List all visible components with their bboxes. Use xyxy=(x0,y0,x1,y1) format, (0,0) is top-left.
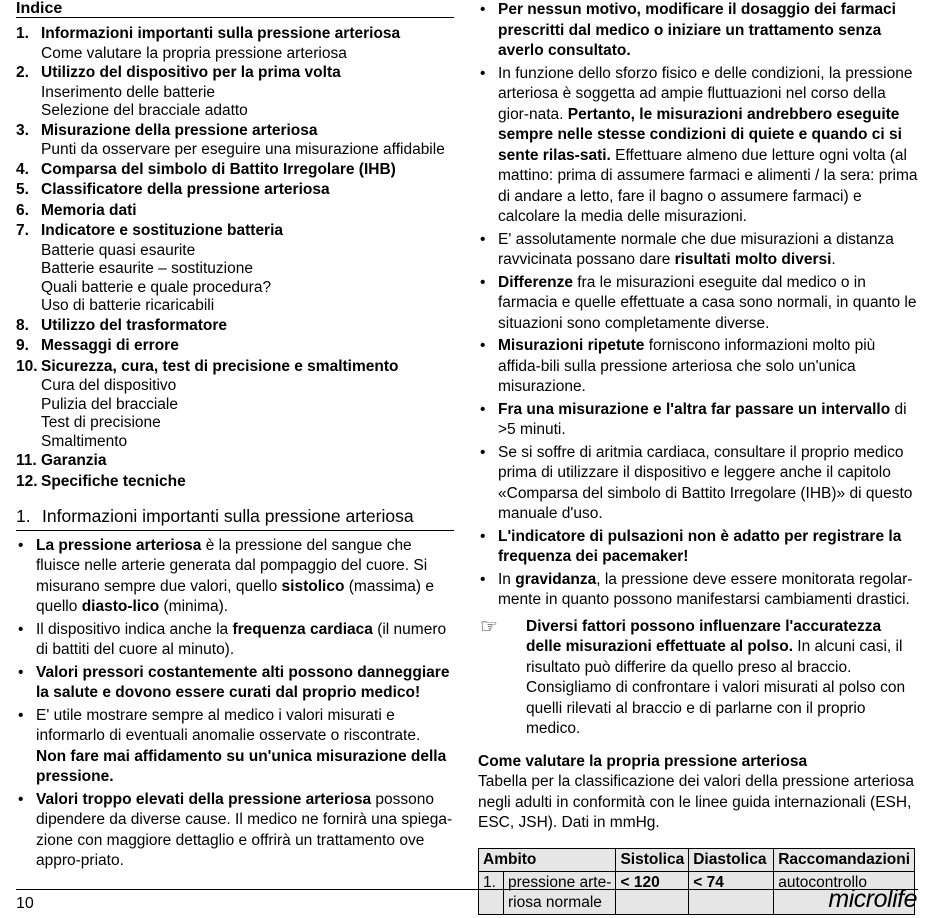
list-item xyxy=(478,230,918,271)
toc-entry-number: 6. xyxy=(16,201,29,219)
text-run: Effettuare almeno due letture ogni volta (al mattino: prima di assumere farmaci e alimenti / la sera: prima di andare a letto, fare il bagno o assumere farmaci) e calcolare la media delle misurazioni. xyxy=(498,146,918,225)
toc-entry-title: Misurazione della pressione arteriosa xyxy=(41,121,318,139)
section-title: Informazioni importanti sulla pressione arteriosa xyxy=(42,506,414,526)
cell-ambito: pressione arte-riosa normale xyxy=(504,871,616,914)
bold-text: L'indicatore di pulsazioni non è adatto per registrare la frequenza dei pacemaker! xyxy=(498,527,902,565)
bold-text: risultati molto diversi xyxy=(674,251,832,268)
toc-entry-number: 12. xyxy=(16,472,38,490)
list-item xyxy=(478,570,918,611)
toc-subentry: Batterie quasi esaurite xyxy=(41,241,196,259)
bold-text: Pertanto, le misurazioni andrebbero eseguite sempre nelle stesse condizioni di quiete e quando ci si sente rilas-sati. xyxy=(498,105,902,164)
bold-text: Misurazioni ripetute xyxy=(498,337,645,354)
toc-entry-title: Indicatore e sostituzione batteria xyxy=(41,222,284,239)
list-item xyxy=(478,443,918,525)
cell-sistolica: < 120 xyxy=(616,871,689,914)
subsection-text: Tabella per la classificazione dei valori della pressione arteriosa negli adulti in conformità con le linee guida internazionali (ESH, ESC, JSH). Dati in mmHg. xyxy=(478,773,914,831)
bold-text: Diversi fattori possono influenzare l'accuratezza delle misurazioni effettuate al polso. xyxy=(526,617,882,655)
cell-raccomandazioni: autocontrollo xyxy=(774,871,915,914)
subsection-title: Come valutare la propria pressione arteriosa xyxy=(478,752,808,770)
row-number: 1. xyxy=(479,871,504,914)
toc-entry-title: Comparsa del simbolo di Battito Irregolare (IHB) xyxy=(41,160,396,178)
toc-entry-title: Messaggi di errore xyxy=(41,337,179,354)
header-raccomandazioni: Raccomandazioni xyxy=(774,848,915,871)
footer-rule xyxy=(16,889,918,890)
toc-entry-title: Utilizzo del trasformatore xyxy=(41,316,228,334)
text-run: Se si soffre di aritmia cardiaca, consultare il proprio medico prima di utilizzare il dispositivo e leggere anche il capitolo «Comparsa del simbolo di Battito Irregolare (IHB)» di questo manuale d'uso. xyxy=(498,443,913,522)
text-run: possono dipendere da diverse cause. Il medico ne fornirà una spiega-zione con maggiore dettaglio e offrirà un trattamento ove appro-priato. xyxy=(36,790,453,869)
toc-entry-number: 10. xyxy=(16,357,38,375)
note-block xyxy=(478,617,918,740)
table-of-contents xyxy=(16,24,454,492)
text-run: E' assolutamente normale che due misurazioni a distanza ravvicinata possano dare xyxy=(498,230,894,268)
toc-entry-title: Sicurezza, cura, test di precisione e smaltimento xyxy=(41,357,399,375)
list-item xyxy=(478,336,918,398)
toc-entry xyxy=(16,357,454,378)
text-run: (massima) e quello xyxy=(36,577,435,615)
page-number: 10 xyxy=(16,895,34,912)
toc-subentry: Smaltimento xyxy=(41,432,128,450)
text-run: E' utile mostrare sempre al medico i valori misurati e informarlo di eventuali anomalie osservate o riscontrate. xyxy=(36,706,421,744)
toc-subentry: Selezione del bracciale adatto xyxy=(41,102,248,119)
toc-entry xyxy=(16,472,454,493)
toc-subentry: Test di precisione xyxy=(41,414,161,431)
toc-entry-title: Utilizzo del dispositivo per la prima volta xyxy=(41,64,341,81)
bold-text: Non fare mai affidamento su un'unica misurazione della pressione. xyxy=(36,747,447,785)
toc-entry xyxy=(16,201,454,222)
section-number: 1. xyxy=(16,506,31,526)
bold-text: Valori pressori costantemente alti possono danneggiare la salute e dovono essere curati dal proprio medico! xyxy=(36,663,450,701)
bold-text: frequenza cardiaca xyxy=(232,620,373,638)
toc-entry xyxy=(16,160,454,181)
toc-entry xyxy=(16,221,454,242)
list-item xyxy=(16,790,454,872)
toc-subentry: Uso di batterie ricaricabili xyxy=(41,297,215,314)
bold-text: sistolico xyxy=(281,577,345,595)
toc-entry-number: 8. xyxy=(16,316,29,334)
text-run: In funzione dello sforzo fisico e delle condizioni, la pressione arteriosa è soggetta ad ampie fluttuazioni nel corso della gior-nata. xyxy=(498,64,913,123)
list-item xyxy=(478,527,918,568)
toc-entry-number: 5. xyxy=(16,181,29,198)
list-item xyxy=(16,663,454,704)
toc-entry-number: 9. xyxy=(16,337,29,354)
toc-subentry: Batterie esaurite – sostituzione xyxy=(41,260,253,277)
bold-text: Differenze xyxy=(498,273,573,291)
text-run: (minima). xyxy=(159,598,229,615)
bold-text: La pressione arteriosa xyxy=(36,536,202,554)
text-run: (il numero di battiti del cuore al minuto). xyxy=(36,620,447,658)
bullet-list-right xyxy=(478,0,918,611)
bold-text: gravidanza xyxy=(515,570,597,588)
toc-entry-number: 1. xyxy=(16,25,29,42)
toc-entry-number: 2. xyxy=(16,64,29,81)
list-item xyxy=(478,273,918,335)
list-item xyxy=(478,64,918,228)
toc-subentry: Inserimento delle batterie xyxy=(41,83,216,101)
right-column xyxy=(478,0,918,915)
text-run: . xyxy=(831,251,836,268)
brand-logo: microlife xyxy=(828,885,917,913)
text-run: è la pressione del sangue che fluisce nelle arterie generata dal pompaggio del cuore. Si misurano sempre due valori, quello xyxy=(36,536,428,595)
toc-entry xyxy=(16,336,454,357)
list-item xyxy=(16,620,454,661)
toc-entry-number: 7. xyxy=(16,222,29,239)
toc-entry xyxy=(16,24,454,45)
text-run: forniscono informazioni molto più affida-bili sulla pressione arteriosa che solo un'unica misurazione. xyxy=(498,337,876,395)
note-text xyxy=(526,617,918,740)
toc-entry xyxy=(16,180,454,201)
toc-entry-number: 4. xyxy=(16,160,29,178)
toc-title: Indice xyxy=(16,0,454,18)
toc-subentry: Quali batterie e quale procedura? xyxy=(41,278,272,296)
section-1-heading xyxy=(16,506,454,531)
text-run: , la pressione deve essere monitorata regolar-mente in quanto possono manifestarsi cambiamenti drastici. xyxy=(498,570,913,608)
toc-entry xyxy=(16,316,454,337)
text-run: fra le misurazioni eseguite dal medico o in farmacia e quelle effettuate a casa sono normali, in quanto le situazioni sono completamente diverse. xyxy=(498,273,917,332)
toc-subentry: Pulizia del bracciale xyxy=(41,395,178,413)
toc-entry xyxy=(16,451,454,472)
toc-entry-title: Informazioni importanti sulla pressione arteriosa xyxy=(41,25,401,42)
bold-text: Valori troppo elevati della pressione arteriosa xyxy=(36,790,372,808)
toc-entry-title: Specifiche tecniche xyxy=(41,472,186,490)
toc-entry-title: Classificatore della pressione arteriosa xyxy=(41,181,330,198)
toc-entry-number: 3. xyxy=(16,121,29,139)
toc-subentry: Come valutare la propria pressione arteriosa xyxy=(41,44,347,62)
header-ambito: Ambito xyxy=(479,848,616,871)
toc-entry xyxy=(16,63,454,84)
table-header-row xyxy=(479,848,915,871)
text-run: Il dispositivo indica anche la xyxy=(36,620,233,638)
text-run: In xyxy=(498,570,516,588)
toc-subentry: Cura del dispositivo xyxy=(41,377,177,394)
bold-text: Per nessun motivo, modificare il dosaggio dei farmaci prescritti dal medico o iniziare un trattamento senza averlo consultato. xyxy=(498,1,896,59)
list-item xyxy=(16,536,454,618)
list-item xyxy=(16,706,454,788)
header-sistolica: Sistolica xyxy=(616,848,689,871)
text-run: In alcuni casi, il risultato può differire da quello preso al braccio. Consigliamo di confrontare i valori misurati al polso con quelli rilevati al braccio e di parlarne con il proprio medico. xyxy=(526,638,906,737)
left-column xyxy=(16,0,454,874)
header-diastolica: Diastolica xyxy=(689,848,774,871)
toc-entry xyxy=(16,121,454,142)
pointing-hand-icon: ☞ xyxy=(480,615,498,638)
bold-text: diasto-lico xyxy=(81,598,160,615)
toc-entry-number: 11. xyxy=(16,452,37,469)
toc-entry-title: Garanzia xyxy=(41,452,107,469)
list-item xyxy=(478,400,918,441)
bold-text: Fra una misurazione e l'altra far passare un intervallo xyxy=(498,400,891,418)
cell-diastolica: < 74 xyxy=(689,871,774,914)
bullet-list-left xyxy=(16,536,454,872)
list-item xyxy=(478,0,918,62)
toc-entry-title: Memoria dati xyxy=(41,201,137,219)
toc-subentry: Punti da osservare per eseguire una misurazione affidabile xyxy=(41,141,445,158)
text-run: di >5 minuti. xyxy=(498,400,907,438)
